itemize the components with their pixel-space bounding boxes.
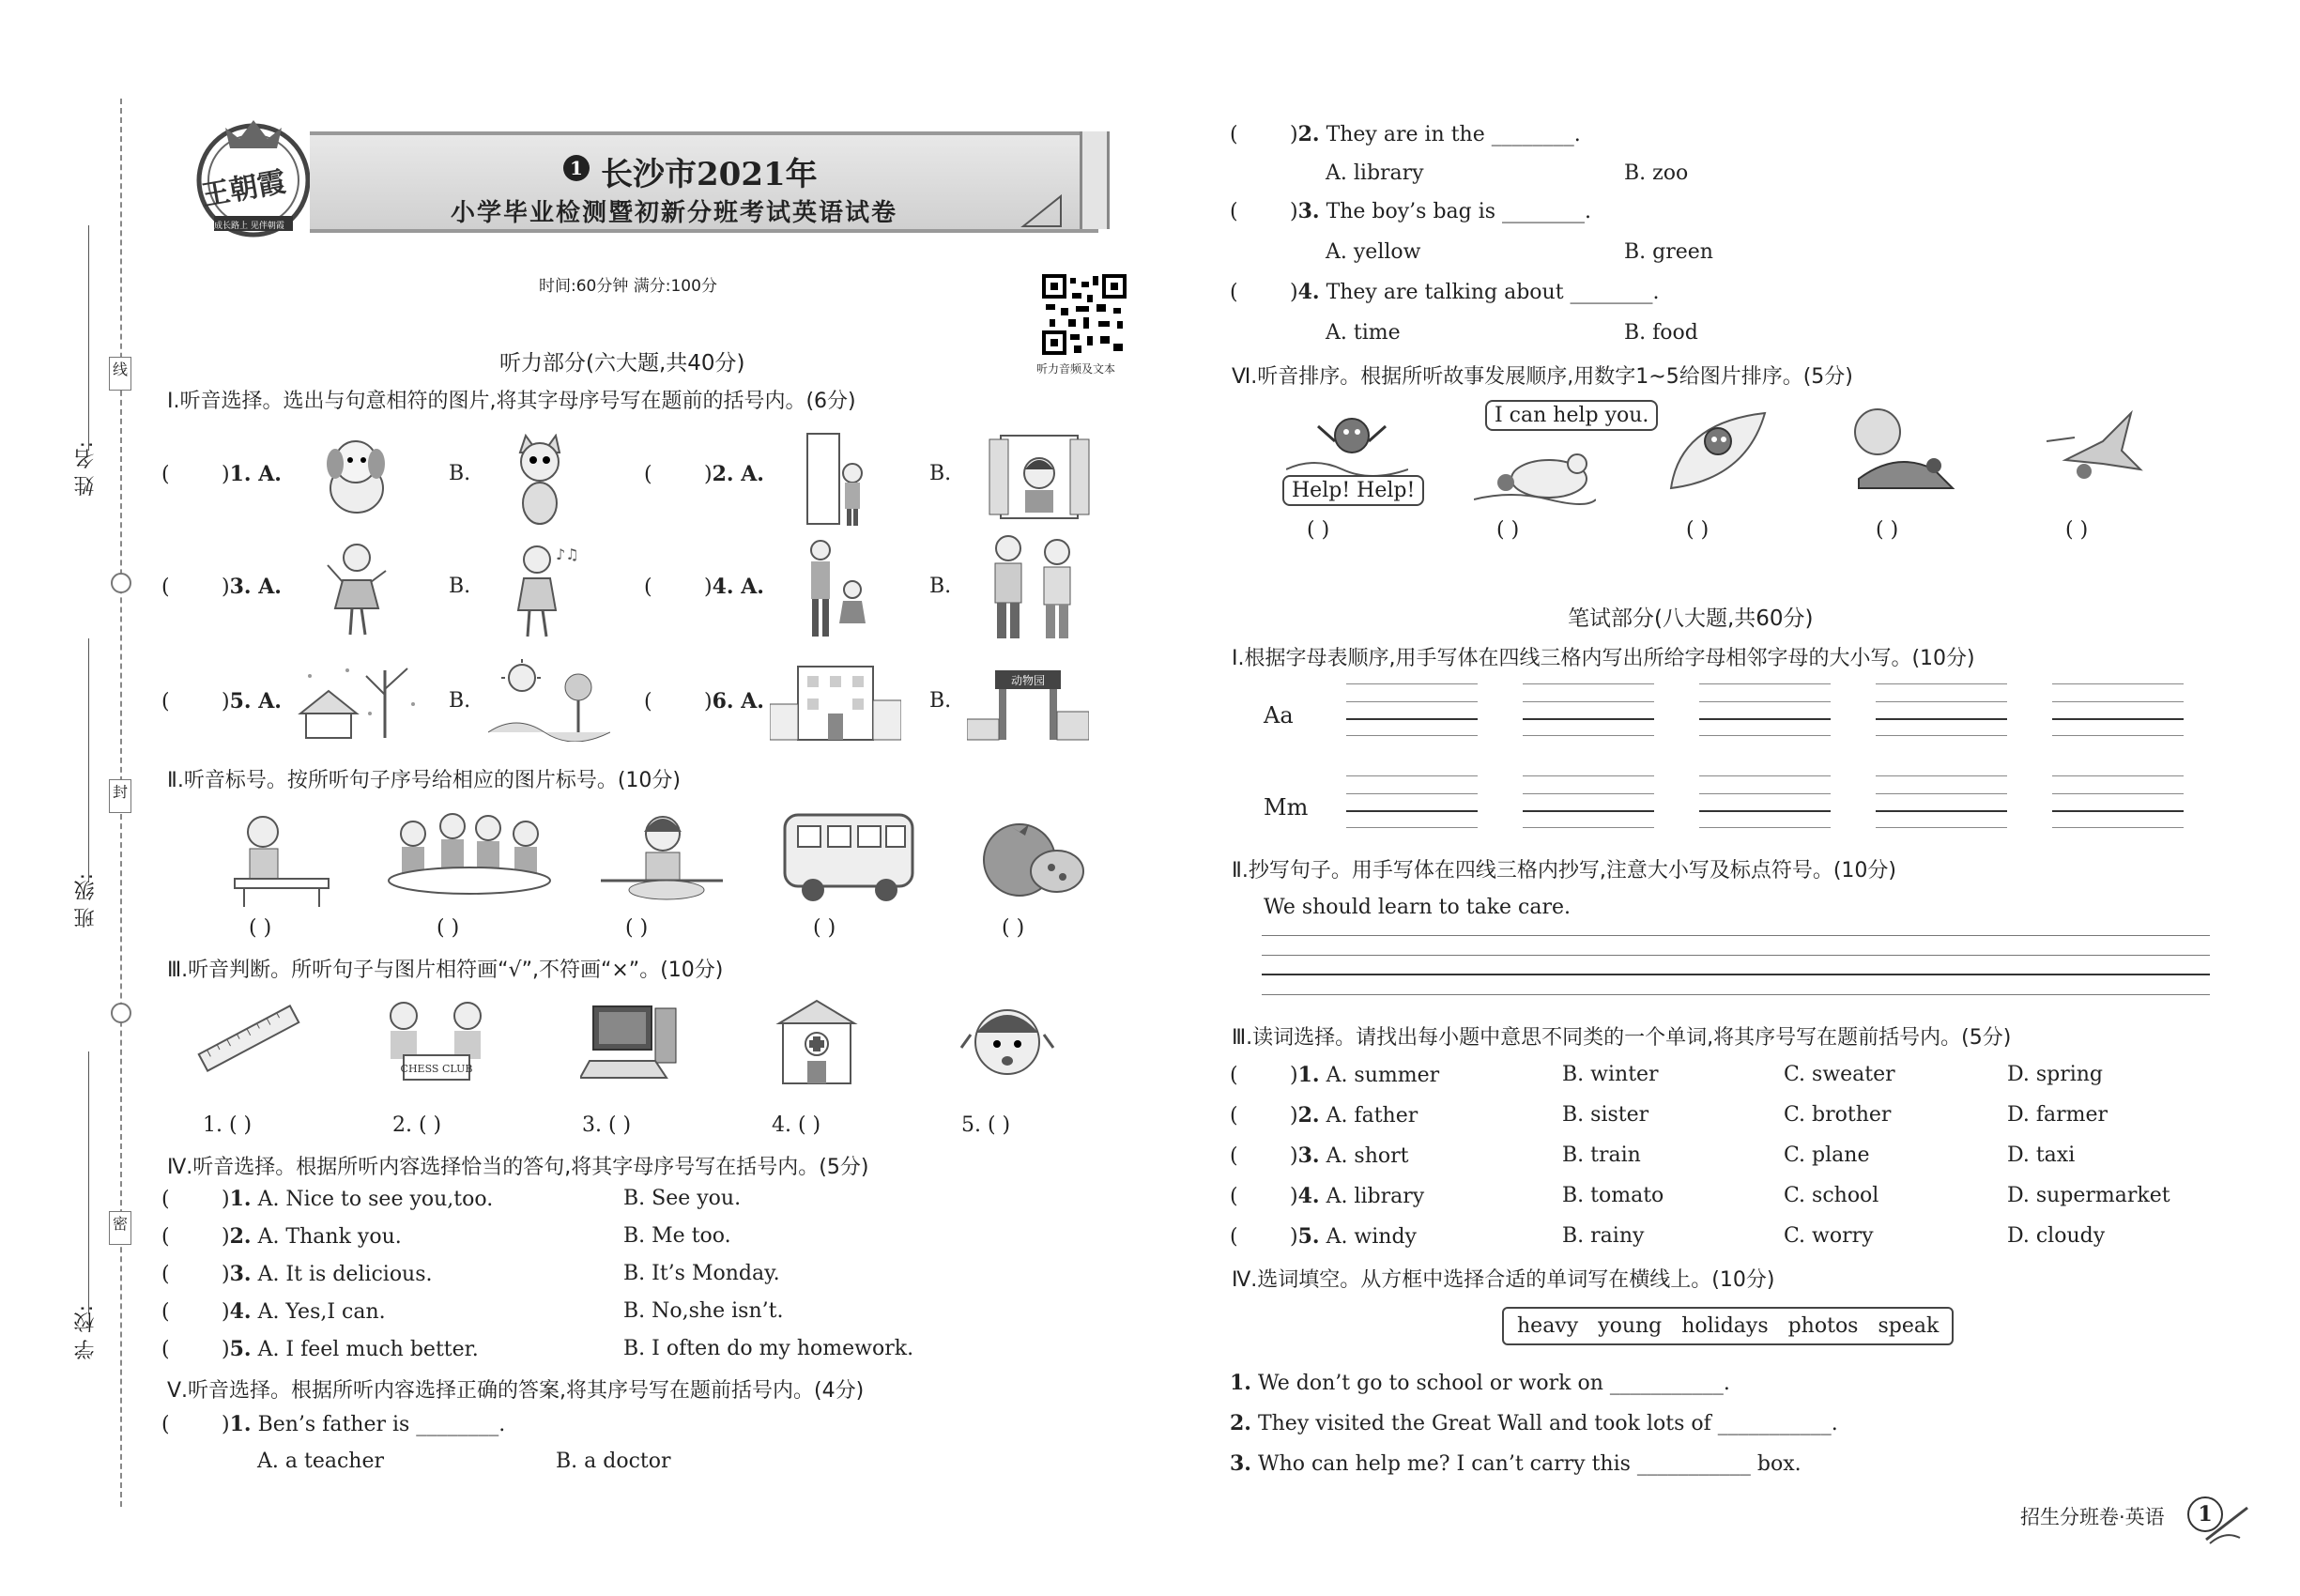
girl-eating-picture [601, 806, 723, 909]
sunny-spring-picture [488, 657, 610, 742]
grid-mm-5[interactable] [2052, 775, 2184, 833]
w3-item-3-c: C. plane [1784, 1143, 1870, 1167]
pen-icon [2197, 1502, 2253, 1545]
triangle-ruler-icon [1020, 192, 1065, 230]
w3-item-3: ( )3. A. short [1230, 1143, 1409, 1168]
w4-item-2: 2. They visited the Great Wall and took lots of ___________. [1230, 1411, 1838, 1435]
w3-item-3-d: D. taxi [2007, 1143, 2076, 1167]
grid-mm-2[interactable] [1523, 775, 1654, 833]
w3-item-1-d: D. spring [2007, 1063, 2104, 1086]
title-line-1: 长沙市2021年 [601, 156, 818, 193]
banner-edge [1080, 131, 1110, 229]
s5-item-3-a: A. yellow [1326, 240, 1421, 264]
s5-item-4-b: B. food [1624, 321, 1698, 345]
s4-item-2-b: B. Me too. [623, 1224, 731, 1248]
s2-paren-4[interactable]: ( ) [813, 916, 836, 940]
w-section-4-title: Ⅳ.选词填空。从方框中选择合适的单词写在横线上。(10分) [1232, 1268, 1775, 1292]
w-section-1-title: Ⅰ.根据字母表顺序,用手写体在四线三格内写出所给字母相邻字母的大小写。(10分) [1232, 647, 1975, 670]
boy-surprised-picture [956, 995, 1059, 1089]
hospital-picture [760, 995, 873, 1089]
winter-house-picture [291, 657, 422, 742]
w3-item-2: ( )2. A. father [1230, 1103, 1418, 1128]
s1-q3: ( )3. A. [161, 575, 282, 599]
boy-at-door-picture [798, 430, 873, 529]
w3-item-2-b: B. sister [1562, 1103, 1649, 1127]
w3-item-3-b: B. train [1562, 1143, 1641, 1167]
w3-item-5-b: B. rainy [1562, 1224, 1645, 1248]
section-4-title: Ⅳ.听音选择。根据所听内容选择恰当的答句,将其字母序号写在括号内。(5分) [167, 1156, 869, 1179]
computer-picture [580, 1001, 683, 1085]
s1-q5-b: B. [449, 689, 471, 713]
s1-q1: ( )1. A. [161, 462, 282, 486]
boy-at-window-picture [988, 426, 1091, 525]
ruler-picture [197, 1001, 300, 1076]
s4-item-4-b: B. No,she isn’t. [623, 1299, 784, 1323]
grid-aa-4[interactable] [1876, 683, 2007, 741]
w4-item-1: 1. We don’t go to school or work on ___________. [1230, 1371, 1730, 1395]
class-line [88, 638, 89, 882]
s3-item-4[interactable]: 4. ( ) [772, 1113, 821, 1137]
s3-item-2[interactable]: 2. ( ) [392, 1113, 442, 1137]
title-line-2: 小学毕业检测暨初新分班考试英语试卷 [451, 199, 898, 227]
grid-aa-2[interactable] [1523, 683, 1654, 741]
school-building-picture [770, 657, 901, 742]
girl-singing-picture [498, 537, 591, 640]
chess-club-sign: CHESS CLUB [400, 1063, 473, 1075]
s1-q4-b: B. [929, 575, 952, 598]
listening-title: 听力部分(六大题,共40分) [499, 351, 745, 376]
s5-item-1-b: B. a doctor [556, 1450, 671, 1473]
hole-1 [111, 573, 131, 593]
s4-item-4: ( )4. A. Yes,I can. [161, 1299, 386, 1324]
w3-item-1-c: C. sweater [1784, 1063, 1895, 1086]
s5-item-4: ( )4. They are talking about ________. [1230, 280, 1660, 304]
s2-paren-3[interactable]: ( ) [625, 916, 649, 940]
s1-q1-b: B. [449, 462, 471, 485]
w3-item-2-d: D. farmer [2007, 1103, 2108, 1127]
man-and-girl-picture [800, 535, 875, 643]
class-label: 班 级: [74, 873, 98, 928]
section-2-title: Ⅱ.听音标号。按所听句子序号给相应的图片标号。(10分) [167, 769, 681, 792]
copy-writing-lines[interactable] [1262, 935, 2210, 996]
s5-item-2-a: A. library [1326, 161, 1424, 185]
s4-item-3: ( )3. A. It is delicious. [161, 1262, 433, 1286]
school-label: 学 校: [74, 1305, 98, 1360]
s5-item-1: ( )1. Ben’s father is ________. [161, 1412, 506, 1436]
w3-item-5-c: C. worry [1784, 1224, 1874, 1248]
s4-item-3-b: B. It’s Monday. [623, 1262, 780, 1285]
s6-paren-2[interactable]: ( ) [1496, 518, 1520, 542]
girl-dancing-picture [324, 537, 390, 640]
cat-picture [507, 434, 573, 528]
section-5-title: Ⅴ.听音选择。根据所听内容选择正确的答案,将其序号写在题前括号内。(4分) [167, 1379, 865, 1403]
dove-flies-picture [2047, 404, 2150, 498]
s3-item-3[interactable]: 3. ( ) [582, 1113, 632, 1137]
qr-code[interactable] [1042, 274, 1127, 355]
s6-paren-1[interactable]: ( ) [1307, 518, 1330, 542]
w3-item-2-c: C. brother [1784, 1103, 1892, 1127]
s1-q6-b: B. [929, 689, 952, 713]
s1-q2: ( )2. A. [644, 462, 764, 486]
section-1-title: Ⅰ.听音选择。选出与句意相符的图片,将其字母序号写在题前的括号内。(6分) [167, 390, 856, 413]
w3-item-4-d: D. supermarket [2007, 1184, 2170, 1207]
s4-item-1-b: B. See you. [623, 1187, 742, 1210]
w3-item-5-d: D. cloudy [2007, 1224, 2106, 1248]
offer-help-bubble: I can help you. [1485, 400, 1658, 431]
w4-item-3: 3. Who can help me? I can’t carry this ___________ box. [1230, 1451, 1802, 1476]
boy-drawing-picture [225, 806, 338, 909]
svg-text:动物园: 动物园 [1010, 674, 1046, 687]
ant-on-leaf-picture [1662, 404, 1774, 498]
grid-aa-5[interactable] [2052, 683, 2184, 741]
s5-item-1-a: A. a teacher [257, 1450, 384, 1473]
section-6-title: Ⅵ.听音排序。根据所听故事发展顺序,用数字1~5给图片排序。(5分) [1232, 365, 1853, 389]
chess-club-picture [376, 995, 498, 1089]
title-number-badge: 1 [563, 155, 590, 181]
dog-picture [314, 430, 399, 524]
hunter-falls-picture [1840, 404, 1971, 498]
s3-item-5[interactable]: 5. ( ) [961, 1113, 1011, 1137]
s5-item-4-a: A. time [1326, 321, 1401, 345]
s6-paren-4[interactable]: ( ) [1876, 518, 1899, 542]
w3-item-1-b: B. winter [1562, 1063, 1659, 1086]
s3-item-1[interactable]: 1. ( ) [203, 1113, 253, 1137]
two-boys-picture [982, 531, 1085, 644]
writing-title: 笔试部分(八大题,共60分) [1568, 606, 1814, 631]
s1-q5: ( )5. A. [161, 689, 282, 714]
s5-item-3: ( )3. The boy’s bag is ________. [1230, 199, 1592, 223]
s5-item-2: ( )2. They are in the ________. [1230, 122, 1581, 146]
s2-paren-2[interactable]: ( ) [437, 916, 460, 940]
s1-q4: ( )4. A. [644, 575, 764, 599]
letter-aa: Aa [1264, 702, 1294, 729]
qr-caption: 听力音频及文本 [1036, 362, 1116, 376]
family-dinner-picture [385, 806, 554, 909]
grid-mm-1[interactable] [1346, 775, 1478, 833]
exam-time: 时间:60分钟 满分:100分 [539, 277, 717, 296]
s5-item-3-b: B. green [1624, 240, 1713, 264]
copy-sentence: We should learn to take care. [1264, 896, 1572, 919]
w3-item-4: ( )4. A. library [1230, 1184, 1425, 1208]
s2-paren-1[interactable]: ( ) [249, 916, 272, 940]
s4-item-5: ( )5. A. I feel much better. [161, 1337, 479, 1361]
s2-paren-5[interactable]: ( ) [1002, 916, 1025, 940]
tomato-picture [976, 811, 1089, 905]
svg-text:♪♫: ♪♫ [556, 545, 579, 563]
logo-text: 王朝霞 [199, 165, 288, 213]
letter-mm: Mm [1264, 794, 1309, 821]
footer-text: 招生分班卷·英语 [2020, 1506, 2165, 1528]
s4-item-5-b: B. I often do my homework. [623, 1337, 914, 1360]
logo-motto: 成长路上 见伴朝霞 [214, 222, 284, 231]
s4-item-1: ( )1. A. Nice to see you,too. [161, 1187, 494, 1211]
grid-mm-3[interactable] [1699, 775, 1831, 833]
s6-paren-5[interactable]: ( ) [2065, 518, 2089, 542]
name-label: 姓 名: [74, 441, 98, 497]
s5-item-2-b: B. zoo [1624, 161, 1689, 185]
dove-and-ant-picture [1474, 441, 1596, 507]
grid-mm-4[interactable] [1876, 775, 2007, 833]
w3-item-4-c: C. school [1784, 1184, 1879, 1207]
zoo-entrance-picture [967, 663, 1089, 742]
page-number: 1 [2187, 1496, 2223, 1532]
school-bus-picture [779, 802, 920, 905]
s6-paren-3[interactable]: ( ) [1686, 518, 1710, 542]
w-section-2-title: Ⅱ.抄写句子。用手写体在四线三格内抄写,注意大小写及标点符号。(10分) [1232, 859, 1896, 882]
s1-q2-b: B. [929, 462, 952, 485]
cut-mark-2: 封 [109, 779, 131, 813]
s1-q6: ( )6. A. [644, 689, 764, 714]
w3-item-1: ( )1. A. summer [1230, 1063, 1440, 1087]
help-bubble: Help! Help! [1282, 475, 1424, 506]
w3-item-4-b: B. tomato [1562, 1184, 1664, 1207]
w-section-3-title: Ⅲ.读词选择。请找出每小题中意思不同类的一个单词,将其序号写在题前括号内。(5分) [1232, 1026, 2012, 1050]
cut-mark-1: 线 [109, 357, 131, 391]
word-box: heavy young holidays photos speak [1502, 1307, 1954, 1345]
s1-q3-b: B. [449, 575, 471, 598]
school-line [88, 1051, 89, 1314]
grid-aa-1[interactable] [1346, 683, 1478, 741]
grid-aa-3[interactable] [1699, 683, 1831, 741]
hole-2 [111, 1003, 131, 1023]
section-3-title: Ⅲ.听音判断。所听句子与图片相符画“√”,不符画“×”。(10分) [167, 959, 724, 982]
w3-item-5: ( )5. A. windy [1230, 1224, 1417, 1249]
s4-item-2: ( )2. A. Thank you. [161, 1224, 402, 1249]
cut-mark-3: 密 [109, 1211, 131, 1245]
name-line [88, 225, 89, 451]
